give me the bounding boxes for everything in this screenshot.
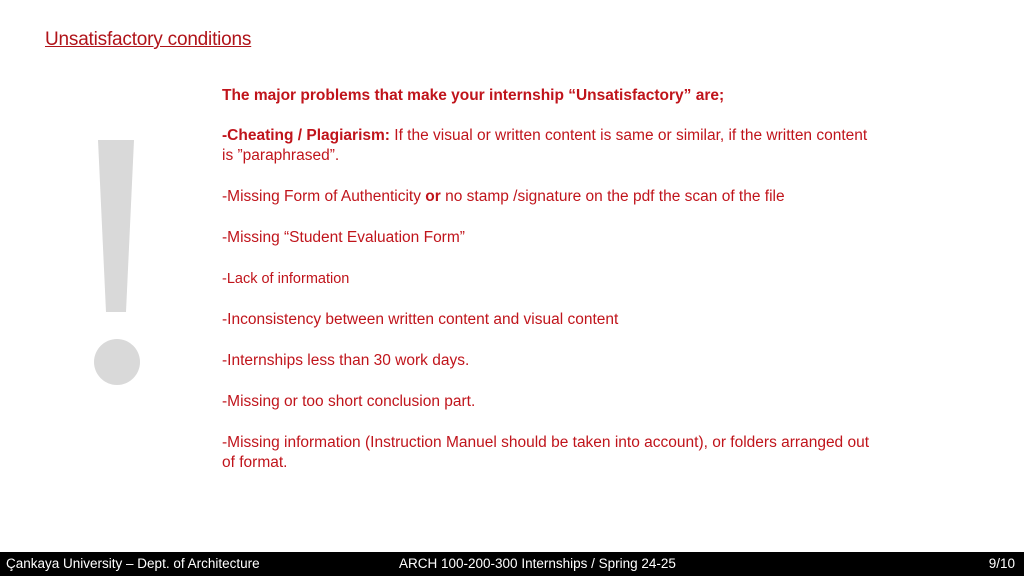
- list-item-plagiarism: [222, 126, 882, 166]
- item-bold-label: -Cheating / Plagiarism:: [222, 127, 390, 144]
- item-bold-or: or: [425, 188, 441, 205]
- footer-page-number: 9/10: [988, 556, 1015, 571]
- list-item-evaluation-form: -Missing “Student Evaluation Form”: [222, 229, 465, 246]
- exclamation-icon: [90, 140, 150, 390]
- slide-footer: [0, 552, 1024, 576]
- list-item-conclusion: -Missing or too short conclusion part.: [222, 393, 476, 410]
- item-text-post: no stamp /signature on the pdf the scan of the file: [440, 188, 785, 205]
- list-heading: The major problems that make your internship “Unsatisfactory” are;: [222, 87, 725, 104]
- list-item-inconsistency: -Inconsistency between written content and visual content: [222, 311, 619, 328]
- list-item-missing-info: -Missing information (Instruction Manuel should be taken into account), or folders arranged out of format.: [222, 434, 870, 471]
- item-text-pre: -Missing Form of Authenticity: [222, 188, 426, 205]
- list-item-authenticity: [222, 187, 882, 207]
- item-text: If the visual or written content is same or similar, if the written content is ”paraphrased”.: [222, 127, 868, 164]
- problem-list: [222, 86, 882, 494]
- slide-title: Unsatisfactory conditions: [45, 29, 252, 50]
- list-item-work-days: -Internships less than 30 work days.: [222, 352, 470, 369]
- list-item-lack-info: -Lack of information: [222, 271, 350, 287]
- footer-university: Çankaya University – Dept. of Architecture: [6, 556, 260, 571]
- footer-course: ARCH 100-200-300 Internships / Spring 24-25: [399, 556, 676, 571]
